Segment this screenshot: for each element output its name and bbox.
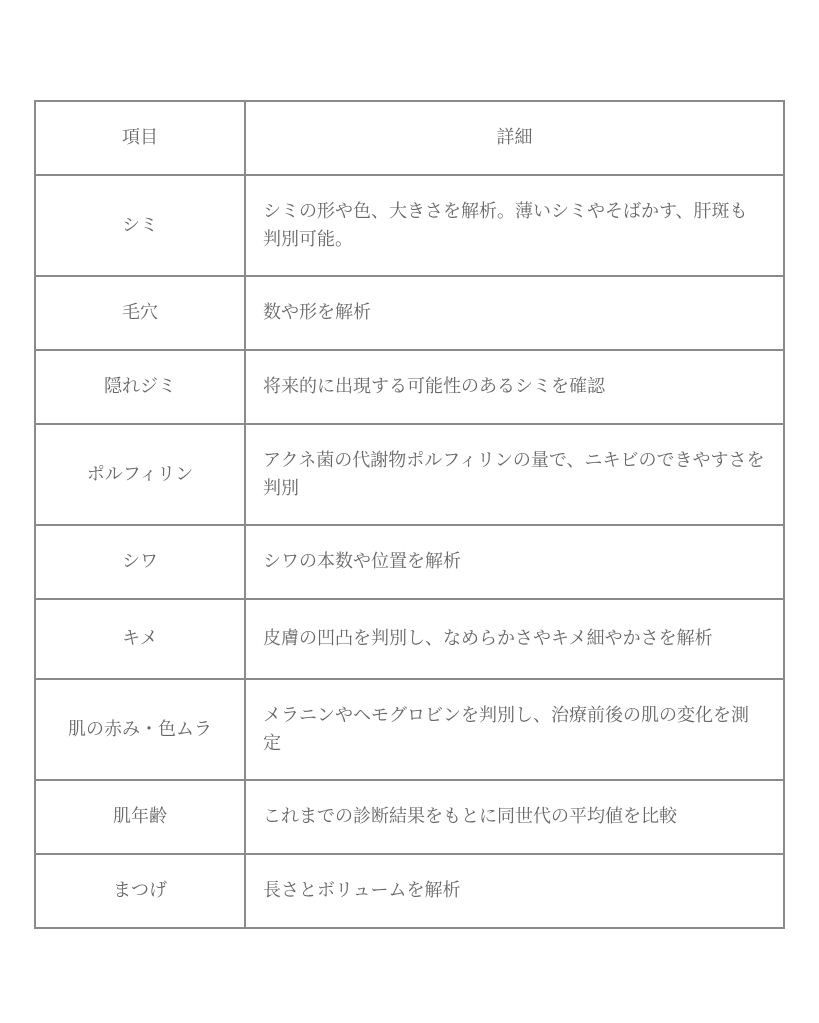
row-detail: アクネ菌の代謝物ポルフィリンの量で、ニキビのできやすさを判別 — [245, 424, 784, 525]
table-header-row — [35, 101, 784, 175]
table-row — [35, 599, 784, 679]
row-detail: 皮膚の凹凸を判別し、なめらかさやキメ細やかさを解析 — [245, 599, 784, 679]
row-item: キメ — [35, 599, 245, 679]
row-detail: これまでの診断結果をもとに同世代の平均値を比較 — [245, 780, 784, 854]
table-row — [35, 350, 784, 424]
table-row — [35, 854, 784, 928]
table-row — [35, 525, 784, 599]
row-detail: 長さとボリュームを解析 — [245, 854, 784, 928]
row-detail: メラニンやヘモグロビンを判別し、治療前後の肌の変化を測定 — [245, 679, 784, 780]
header-detail: 詳細 — [245, 101, 784, 175]
table-row — [35, 780, 784, 854]
row-item: 肌の赤み・色ムラ — [35, 679, 245, 780]
table-row — [35, 424, 784, 525]
table-row — [35, 175, 784, 276]
row-detail: シミの形や色、大きさを解析。薄いシミやそばかす、肝斑も判別可能。 — [245, 175, 784, 276]
row-item: 毛穴 — [35, 276, 245, 350]
table-row — [35, 276, 784, 350]
row-detail: 数や形を解析 — [245, 276, 784, 350]
row-detail: 将来的に出現する可能性のあるシミを確認 — [245, 350, 784, 424]
row-item: 肌年齢 — [35, 780, 245, 854]
row-item: シミ — [35, 175, 245, 276]
table-row — [35, 679, 784, 780]
row-item: シワ — [35, 525, 245, 599]
row-item: ポルフィリン — [35, 424, 245, 525]
row-item: 隠れジミ — [35, 350, 245, 424]
skin-analysis-table — [34, 100, 785, 929]
row-item: まつげ — [35, 854, 245, 928]
row-detail: シワの本数や位置を解析 — [245, 525, 784, 599]
header-item: 項目 — [35, 101, 245, 175]
skin-analysis-table-container — [34, 100, 785, 929]
